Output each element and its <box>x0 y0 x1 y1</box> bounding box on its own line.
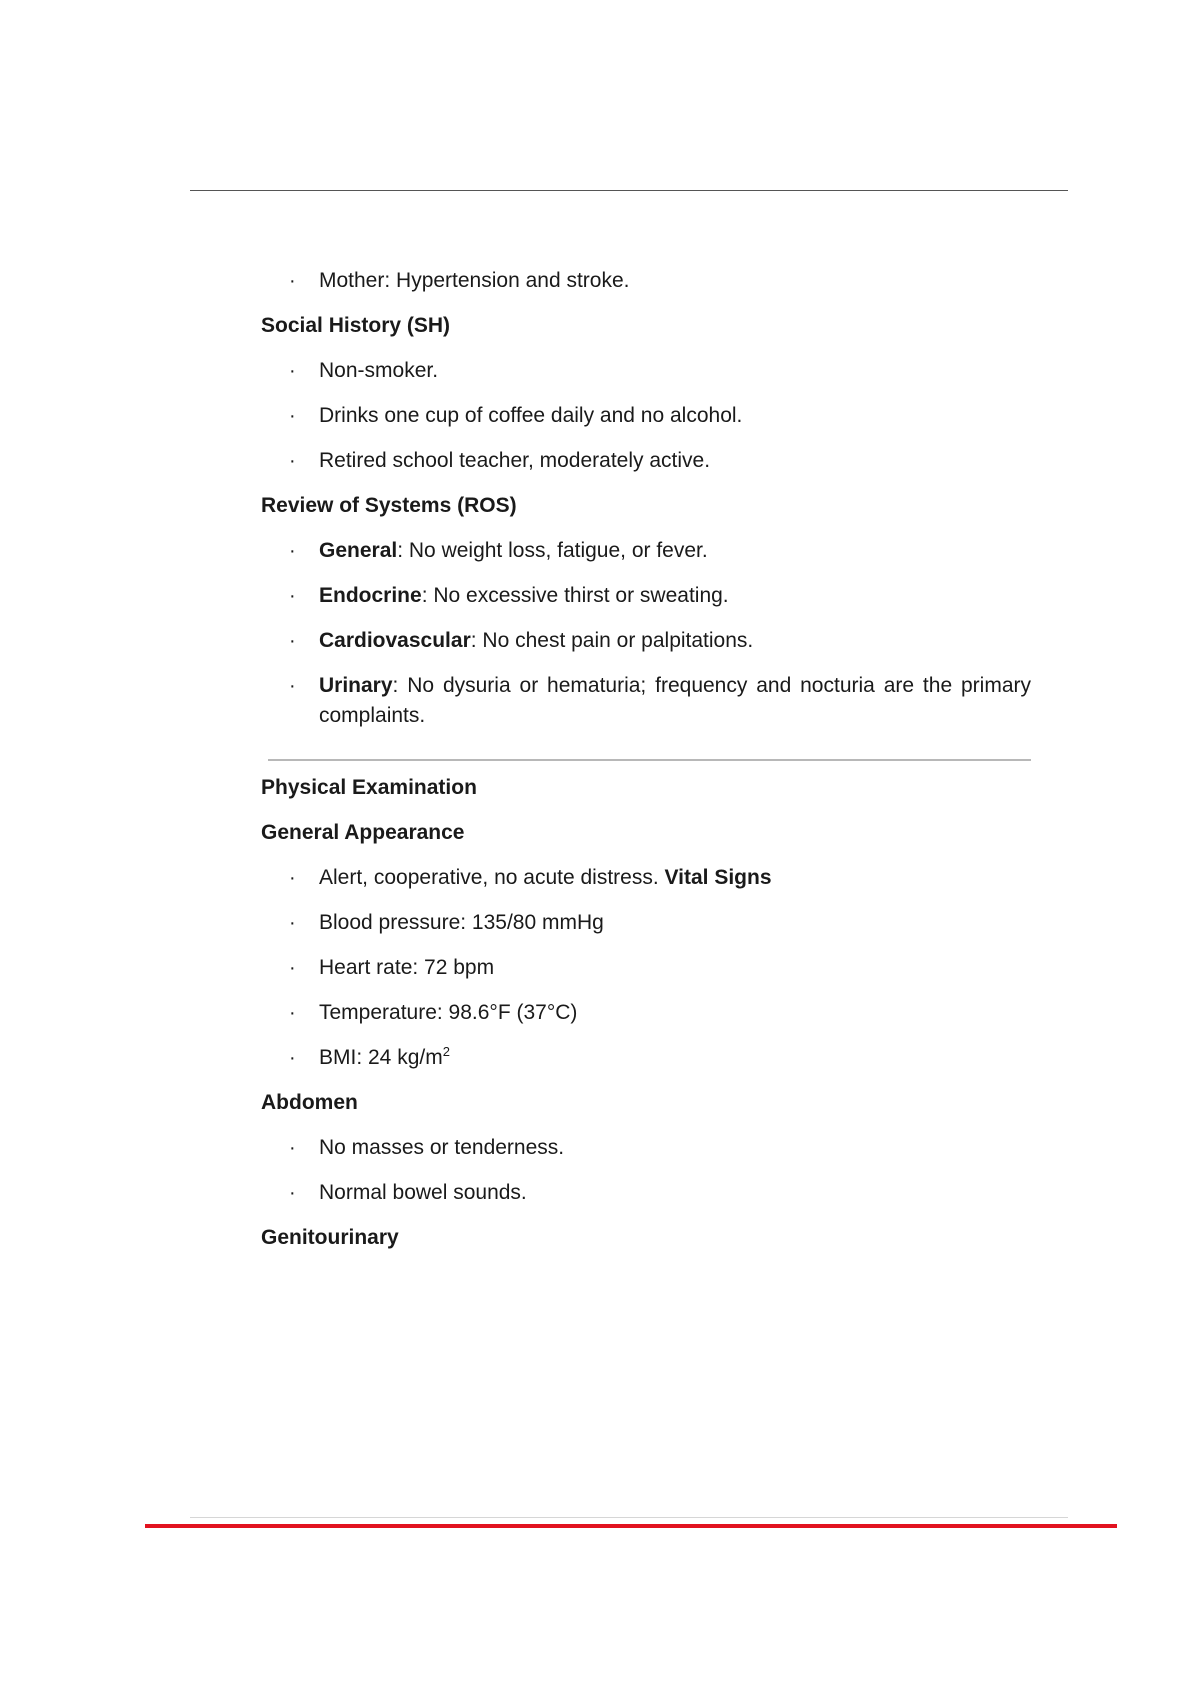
list-item <box>261 356 1031 386</box>
bullet-icon: · <box>289 912 296 934</box>
ros-item-text: : No dysuria or hematuria; frequency and nocturia are the primary complaints. <box>319 674 1031 727</box>
ros-item-label: Cardiovascular <box>319 629 471 652</box>
bullet-icon: · <box>289 675 296 697</box>
list-item <box>261 626 1031 656</box>
list-item <box>261 998 1031 1028</box>
abdomen-heading: Abdomen <box>261 1091 358 1114</box>
ros-item-label: Endocrine <box>319 584 422 607</box>
bullet-icon: · <box>289 585 296 607</box>
list-item <box>261 953 1031 983</box>
bullet-icon: · <box>289 540 296 562</box>
vital-sign-text: Blood pressure: 135/80 mmHg <box>319 911 604 934</box>
general-appearance-text: Alert, cooperative, no acute distress. <box>319 866 665 889</box>
vital-signs-heading: Vital Signs <box>664 866 772 889</box>
bullet-icon: · <box>289 1137 296 1159</box>
general-appearance-heading: General Appearance <box>261 821 465 844</box>
list-item <box>261 1043 1031 1073</box>
bullet-icon: · <box>289 1182 296 1204</box>
list-item <box>261 863 1031 893</box>
list-item <box>261 908 1031 938</box>
ros-item-text: : No chest pain or palpitations. <box>470 629 754 652</box>
list-item <box>261 266 1031 296</box>
bullet-icon: · <box>289 867 296 889</box>
list-item <box>261 401 1031 431</box>
bmi-superscript: 2 <box>442 1044 450 1059</box>
social-history-item-text: Non-smoker. <box>319 359 439 382</box>
bullet-icon: · <box>289 957 296 979</box>
abdomen-item-text: No masses or tenderness. <box>319 1136 565 1159</box>
list-item <box>261 581 1031 611</box>
document-body <box>261 266 1031 1268</box>
bullet-icon: · <box>289 450 296 472</box>
bullet-icon: · <box>289 360 296 382</box>
list-item <box>261 446 1031 476</box>
bullet-icon: · <box>289 270 296 292</box>
bmi-text: BMI: 24 kg/m <box>319 1046 443 1069</box>
header-rule <box>190 190 1068 191</box>
footer-accent-bar <box>145 1524 1117 1528</box>
bullet-icon: · <box>289 405 296 427</box>
social-history-item-text: Drinks one cup of coffee daily and no alcohol. <box>319 404 743 427</box>
bullet-icon: · <box>289 630 296 652</box>
list-item <box>261 1133 1031 1163</box>
review-of-systems-heading: Review of Systems (ROS) <box>261 494 517 517</box>
genitourinary-heading: Genitourinary <box>261 1226 399 1249</box>
social-history-heading: Social History (SH) <box>261 314 451 337</box>
ros-item-text: : No weight loss, fatigue, or fever. <box>397 539 708 562</box>
bullet-icon: · <box>289 1002 296 1024</box>
social-history-item-text: Retired school teacher, moderately active. <box>319 449 711 472</box>
family-history-item-text: Mother: Hypertension and stroke. <box>319 269 630 292</box>
abdomen-item-text: Normal bowel sounds. <box>319 1181 527 1204</box>
section-divider <box>268 759 1031 761</box>
footer-rule <box>190 1517 1068 1518</box>
bullet-icon: · <box>289 1047 296 1069</box>
list-item <box>261 1178 1031 1208</box>
ros-item-label: General <box>319 539 398 562</box>
ros-item-text: : No excessive thirst or sweating. <box>421 584 729 607</box>
list-item <box>261 671 1031 731</box>
list-item <box>261 536 1031 566</box>
vital-sign-text: Temperature: 98.6°F (37°C) <box>319 1001 578 1024</box>
ros-item-label: Urinary <box>319 674 393 697</box>
vital-sign-text: Heart rate: 72 bpm <box>319 956 495 979</box>
physical-examination-heading: Physical Examination <box>261 776 477 799</box>
